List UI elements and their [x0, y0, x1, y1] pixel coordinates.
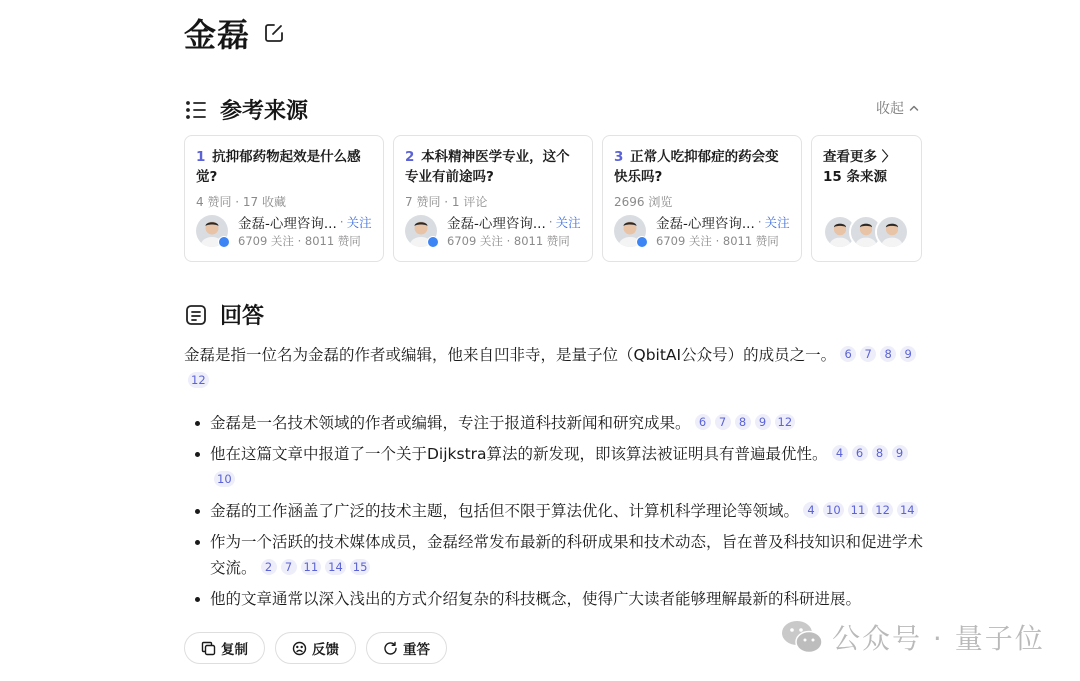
source-card-meta: 7 赞同 · 1 评论 [405, 195, 488, 209]
verified-badge-icon [427, 236, 439, 248]
answer-heading: 回答 [220, 304, 265, 329]
citation-badge[interactable]: 14 [325, 559, 346, 575]
collapse-button[interactable] [876, 98, 920, 118]
copy-icon [201, 641, 216, 656]
source-card-3[interactable] [602, 135, 802, 262]
citation-badge[interactable]: 9 [892, 445, 908, 461]
sources-heading: 参考来源 [220, 99, 309, 124]
author-stats: 6709 关注 · 8011 赞同 [447, 234, 570, 248]
follow-button[interactable]: 关注 [764, 215, 790, 230]
feedback-label: 反馈 [312, 642, 339, 658]
list-icon [184, 98, 208, 122]
avatar[interactable] [405, 215, 437, 247]
citation-badge[interactable]: 8 [880, 346, 896, 362]
copy-label: 复制 [221, 642, 248, 658]
answer-actions [184, 632, 447, 664]
regenerate-button[interactable] [366, 632, 447, 664]
source-card-author: 金磊-心理咨询... · 关注 6709 关注 · 8011 赞同 [405, 212, 582, 249]
regenerate-label: 重答 [403, 642, 430, 658]
citation-badge[interactable]: 2 [261, 559, 277, 575]
source-card-meta: 2696 浏览 [614, 195, 673, 209]
verified-badge-icon [218, 236, 230, 248]
edit-icon[interactable] [262, 21, 286, 45]
citation-badge[interactable]: 12 [872, 502, 893, 518]
citation-badge[interactable]: 8 [872, 445, 888, 461]
chevron-up-icon [908, 102, 920, 114]
citation-badge[interactable]: 11 [301, 559, 322, 575]
citation-badge[interactable]: 8 [735, 414, 751, 430]
watermark-text: 公众号 · 量子位 [832, 622, 1045, 655]
source-card-1[interactable] [184, 135, 384, 262]
follow-button[interactable]: 关注 [555, 215, 581, 230]
source-card-title: 1 抗抑郁药物起效是什么感觉? [196, 149, 361, 185]
source-cards [184, 135, 922, 262]
answer-intro: 金磊是指一位名为金磊的作者或编辑，他来自凹非寺，是量子位（QbitAI公众号）的成员之一。 6 7 8 912 [184, 342, 924, 394]
list-item: 金磊是一名技术领域的作者或编辑，专注于报道科技新闻和研究成果。 6 7 8 9 12 [184, 410, 924, 436]
list-item: 作为一个活跃的技术媒体成员，金磊经常发布最新的科研成果和技术动态，旨在普及科技知识和促进学术交流。 2 7 11 14 15 [184, 529, 924, 581]
citation-badge[interactable]: 9 [900, 346, 916, 362]
author-name: 金磊-心理咨询... [447, 216, 546, 232]
avatar-stack [823, 215, 901, 249]
citation-badge[interactable]: 6 [840, 346, 856, 362]
citation-badge[interactable]: 7 [281, 559, 297, 575]
citation-badge[interactable]: 14 [897, 502, 918, 518]
view-more-card[interactable] [811, 135, 922, 262]
citation-badge[interactable]: 12 [775, 414, 796, 430]
source-card-title: 2 本科精神医学专业，这个专业有前途吗? [405, 149, 570, 185]
author-name: 金磊-心理咨询... [656, 216, 755, 232]
list-item: 他的文章通常以深入浅出的方式介绍复杂的科技概念，使得广大读者能够理解最新的科研进展。 [184, 586, 924, 612]
citation-badge[interactable]: 4 [803, 502, 819, 518]
document-icon [184, 303, 208, 327]
avatar[interactable] [196, 215, 228, 247]
page-title: 金磊 [184, 16, 251, 54]
sad-face-icon [292, 641, 307, 656]
citation-badge[interactable]: 9 [755, 414, 771, 430]
citation-badge[interactable]: 12 [188, 372, 209, 388]
source-card-meta: 4 赞同 · 17 收藏 [196, 195, 286, 209]
citation-badge[interactable]: 7 [860, 346, 876, 362]
author-stats: 6709 关注 · 8011 赞同 [656, 234, 779, 248]
source-count: 15 条来源 [823, 169, 887, 185]
view-more-label: 查看更多 〉 [823, 149, 896, 165]
collapse-label: 收起 [876, 101, 904, 117]
sources-header [184, 94, 308, 125]
citation-badge[interactable]: 7 [715, 414, 731, 430]
source-card-title: 3 正常人吃抑郁症的药会变快乐吗? [614, 149, 779, 185]
citation-badge[interactable]: 4 [832, 445, 848, 461]
wechat-logo-icon [780, 618, 824, 656]
copy-button[interactable] [184, 632, 265, 664]
list-item: 金磊的工作涵盖了广泛的技术主题，包括但不限于算法优化、计算机科学理论等领域。 4 10 11 12 14 [184, 498, 924, 524]
refresh-icon [383, 641, 398, 656]
citation-badge[interactable]: 10 [823, 502, 844, 518]
author-stats: 6709 关注 · 8011 赞同 [238, 234, 361, 248]
source-card-2[interactable] [393, 135, 593, 262]
source-card-author: 金磊-心理咨询... · 关注 6709 关注 · 8011 赞同 [614, 212, 791, 249]
title-row [184, 10, 286, 56]
citation-badge[interactable]: 11 [848, 502, 869, 518]
citation-badge[interactable]: 15 [350, 559, 371, 575]
watermark [780, 617, 1045, 657]
citation-badge[interactable]: 6 [695, 414, 711, 430]
avatar [875, 215, 909, 249]
answer-header [184, 299, 264, 330]
feedback-button[interactable] [275, 632, 356, 664]
verified-badge-icon [636, 236, 648, 248]
citation-badge[interactable]: 10 [214, 471, 235, 487]
author-name: 金磊-心理咨询... [238, 216, 337, 232]
citation-badge[interactable]: 6 [852, 445, 868, 461]
follow-button[interactable]: 关注 [346, 215, 372, 230]
list-item: 他在这篇文章中报道了一个关于Dijkstra算法的新发现，即该算法被证明具有普遍最优性。 4 6 8 910 [184, 441, 924, 493]
answer-bullets [184, 410, 924, 617]
source-card-author: 金磊-心理咨询... · 关注 6709 关注 · 8011 赞同 [196, 212, 373, 249]
avatar[interactable] [614, 215, 646, 247]
